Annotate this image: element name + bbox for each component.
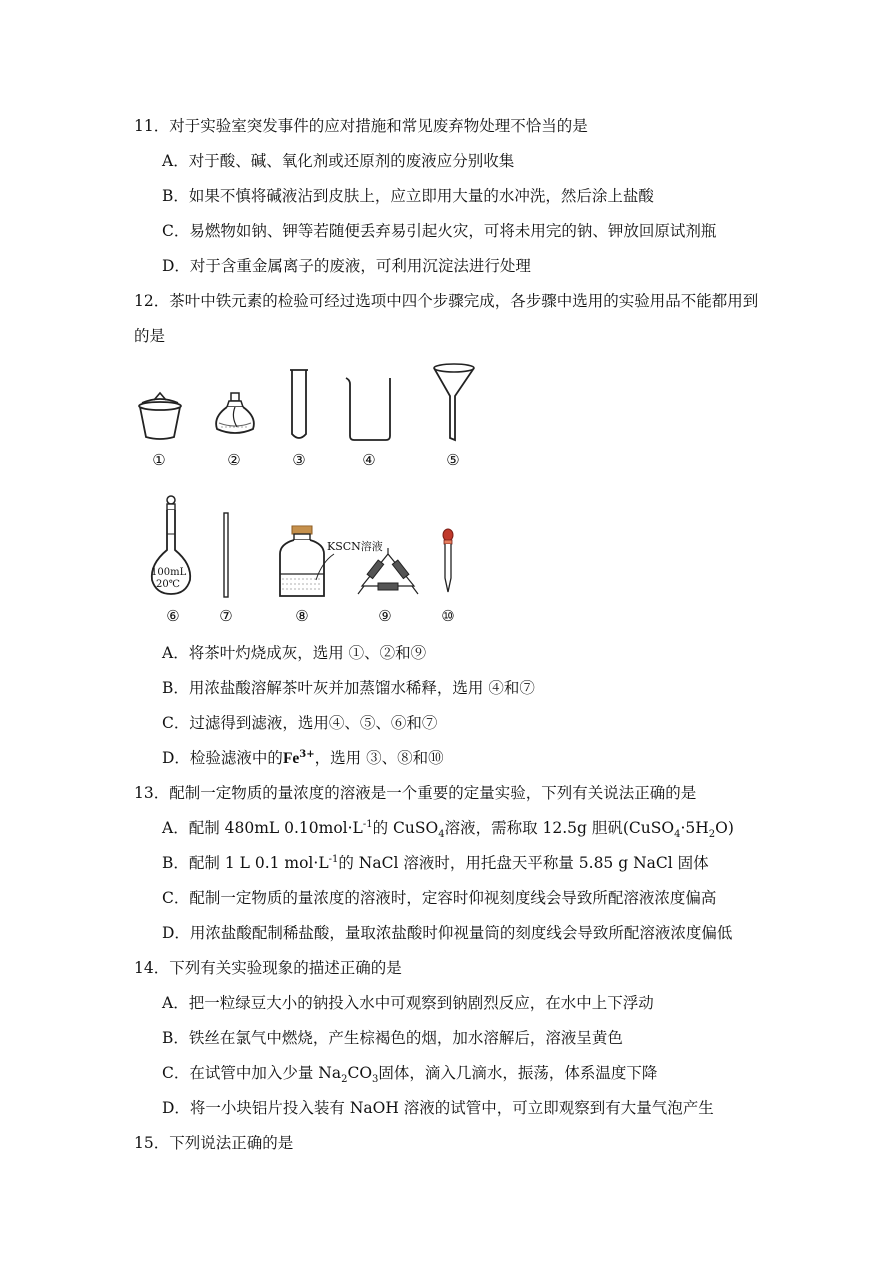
kscn-label: KSCN溶液: [327, 540, 383, 553]
apparatus-label-10: ⑩: [441, 607, 455, 625]
q12-option-c: C．过滤得到滤液，选用④、⑤、⑥和⑦: [162, 714, 438, 732]
q15-stem: 15．下列说法正确的是: [134, 1134, 294, 1152]
apparatus-label-4: ④: [362, 451, 376, 469]
q11-option-c: C．易燃物如钠、钾等若随便丢弃易引起火灾，可将未用完的钠、钾放回原试剂瓶: [162, 222, 717, 240]
q12-option-a: A．将茶叶灼烧成灰，选用 ①、②和⑨: [162, 644, 427, 662]
clay-triangle-icon: [356, 548, 420, 596]
apparatus-label-3: ③: [292, 451, 306, 469]
glass-rod-icon: [222, 512, 230, 598]
apparatus-label-6: ⑥: [166, 607, 180, 625]
q13-stem: 13．配制一定物质的量浓度的溶液是一个重要的定量实验，下列有关说法正确的是: [134, 784, 697, 802]
q13-option-c: C．配制一定物质的量浓度的溶液时，定容时仰视刻度线会导致所配溶液浓度偏高: [162, 889, 717, 907]
q14-option-d: D．将一小块铝片投入装有 NaOH 溶液的试管中，可立即观察到有大量气泡产生: [162, 1099, 714, 1117]
fe-ion: Fe: [282, 750, 300, 767]
kscn-pointer: [312, 552, 340, 582]
flask-temp-label: 20℃: [156, 579, 180, 590]
alcohol-lamp-icon: [209, 387, 261, 443]
q12-option-d: D．检验滤液中的$Fe^{3+}$，选用 ③、⑧和⑩: [162, 748, 444, 767]
apparatus-label-9: ⑨: [378, 607, 392, 625]
q12-option-b: B．用浓盐酸溶解茶叶灰并加蒸馏水稀释，选用 ④和⑦: [162, 679, 535, 697]
funnel-icon: [431, 362, 477, 442]
test-tube-icon: [287, 368, 311, 444]
q11-option-d: D．对于含重金属离子的废液，可利用沉淀法进行处理: [162, 257, 531, 275]
beaker-icon: [342, 376, 396, 444]
apparatus-label-8: ⑧: [295, 607, 309, 625]
q13-option-a: A．配制 480mL $0.10mol\cdot L^{-1}$的 CuSO$_4$溶液，需称取 12.5g 胆矾$(CuSO_4\cdot 5H_2O)$: [162, 818, 734, 841]
dropper-icon: [440, 528, 456, 594]
q13-option-b: B．配制 1 L 0.1 $mol\cdot L^{-1}$的 NaCl 溶液时，用托盘天平称量 5.85 g NaCl 固体: [162, 853, 709, 872]
q13-option-d: D．用浓盐酸配制稀盐酸，量取浓盐酸时仰视量筒的刻度线会导致所配溶液浓度偏低: [162, 924, 733, 942]
crucible-icon: [134, 387, 186, 443]
flask-volume-label: 100mL: [151, 567, 187, 578]
q14-option-a: A．把一粒绿豆大小的钠投入水中可观察到钠剧烈反应，在水中上下浮动: [162, 994, 654, 1012]
q11-stem: 11．对于实验室突发事件的应对措施和常见废弃物处理不恰当的是: [134, 117, 588, 135]
apparatus-label-5: ⑤: [446, 451, 460, 469]
q11-option-b: B．如果不慎将碱液沾到皮肤上，应立即用大量的水冲洗，然后涂上盐酸: [162, 187, 654, 205]
q12-stem-line1: 12．茶叶中铁元素的检验可经过选项中四个步骤完成，各步骤中选用的实验用品不能都用到: [134, 292, 759, 310]
q11-option-a: A．对于酸、碱、氧化剂或还原剂的废液应分别收集: [162, 152, 515, 170]
q14-stem: 14．下列有关实验现象的描述正确的是: [134, 959, 402, 977]
q12-stem-line2: 的是: [134, 327, 166, 345]
q14-option-c: C．在试管中加入少量 $Na_2CO_3$固体，滴入几滴水，振荡，体系温度下降: [162, 1064, 658, 1086]
q14-option-b: B．铁丝在氯气中燃烧，产生棕褐色的烟，加水溶解后，溶液呈黄色: [162, 1029, 623, 1047]
apparatus-label-2: ②: [227, 451, 241, 469]
apparatus-label-1: ①: [152, 451, 166, 469]
apparatus-label-7: ⑦: [219, 607, 233, 625]
